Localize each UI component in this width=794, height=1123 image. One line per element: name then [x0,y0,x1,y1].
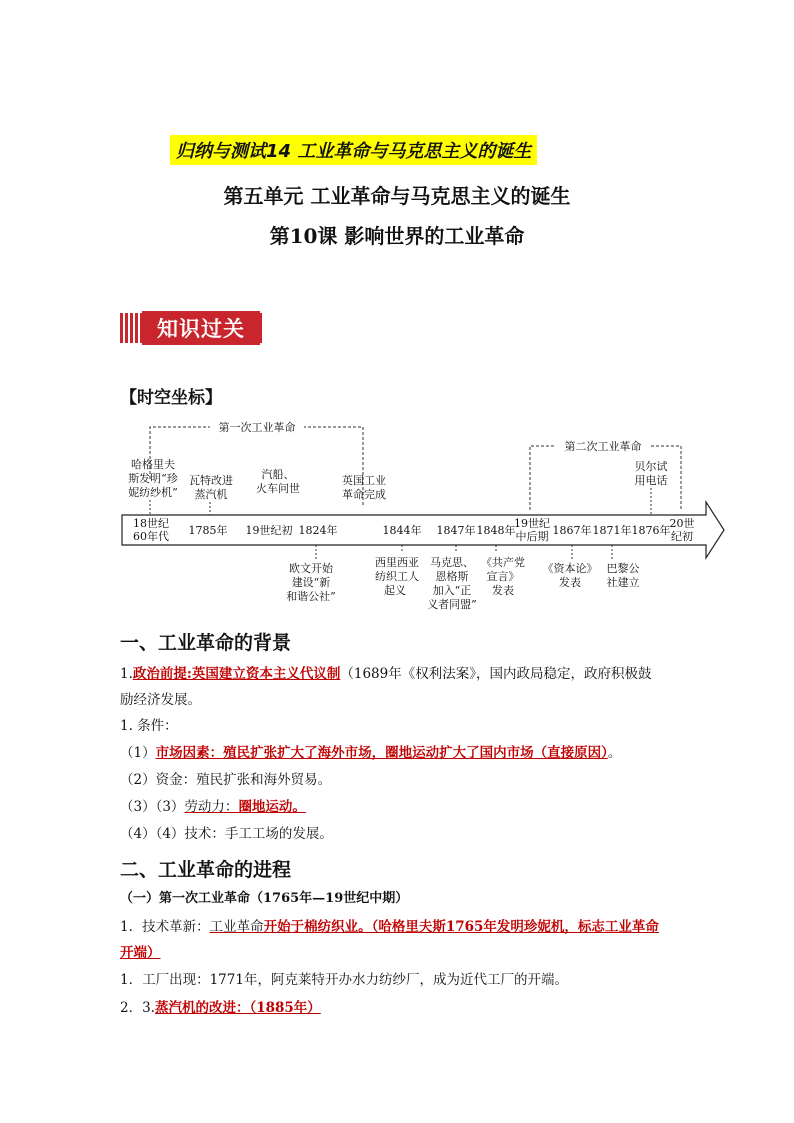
event-owen-1: 欧文开始 [289,562,333,575]
l3-prefix: （1） [120,745,156,761]
year-1848: 1848年 [476,524,516,537]
year-1871: 1871年 [592,524,632,537]
l3-market-factor: 市场因素：殖民扩张扩大了海外市场，圈地运动扩大了国内市场（直接原因） [155,745,608,761]
event-marx-4: 义者同盟” [427,598,477,611]
event-owen-3: 和谐公社” [286,590,336,603]
l5-labor: 劳动力： [184,799,239,815]
section1-market [120,743,621,763]
knowledge-badge [120,311,262,345]
timeline-diagram [118,412,728,622]
t3-prefix: 2．3. [120,1000,155,1016]
event-uk-complete-1: 英国工业 [342,474,386,487]
year-20c-early-a: 20世 [669,517,695,530]
section2-factory: 1．工厂出现：1771年，阿克莱特开办水力纺纱厂，成为近代工厂的开端。 [120,972,568,988]
document-banner-title: 归纳与测试14 工业革命与马克思主义的诞生 [170,135,537,165]
event-bell-1: 贝尔试 [634,460,668,473]
section1-title: 一、工业革命的背景 [120,632,292,654]
section1-line1-cont: 励经济发展。 [120,692,201,708]
event-capital-2: 发表 [559,576,581,589]
event-steamship-1: 汽船、 [261,468,295,481]
section1-capital: （2）资金：殖民扩张和海外贸易。 [120,772,332,788]
event-silesia-1: 西里西亚 [375,556,419,569]
event-silesia-3: 起义 [384,584,406,597]
year-19c-late-a: 19世纪 [514,517,550,530]
section1-conditions: 1. 条件： [120,718,178,734]
section2-tech-innovation-cont: 开端） [120,945,161,961]
t1-industrial-revolution: 工业革命 [209,919,264,935]
event-watt-1: 瓦特改进 [189,474,233,487]
event-jenny-3: 妮纺纱机” [128,486,178,499]
event-commune-2: 社建立 [606,576,640,589]
t3-steam-engine: 蒸汽机的改进：（1885年） [154,1000,321,1016]
event-silesia-2: 纺织工人 [375,570,419,583]
section2-tech-innovation [120,917,690,937]
section2-title: 二、工业革命的进程 [120,859,292,881]
t1-cotton-start: 开始于棉纺织业。（哈格里夫斯1765年发明珍妮机，标志工业革命 [263,919,659,935]
t1-prefix: 1．技术革新： [120,919,210,935]
bracket-first-revolution [150,427,363,507]
l1-prefix: 1. [120,666,133,682]
year-18c60s-a: 18世纪 [133,517,169,530]
lesson-title: 第10课 影响世界的工业革命 [269,224,525,248]
event-manifesto-1: 《共产党 [481,556,525,569]
year-19c-early: 19世纪初 [245,524,293,537]
event-capital-1: 《资本论》 [542,562,598,575]
year-18c60s-b: 60年代 [133,530,169,543]
l5-enclosure: 圈地运动。 [238,799,306,815]
bracket-second-label: 第二次工业革命 [564,440,642,453]
badge-label: 知识过关 [142,311,260,345]
bracket-first-label: 第一次工业革命 [218,421,296,434]
event-manifesto-3: 发表 [492,584,514,597]
event-commune-1: 巴黎公 [606,562,640,575]
l3-end: 。 [607,745,622,761]
unit-title: 第五单元 工业革命与马克思主义的诞生 [223,184,571,208]
event-watt-2: 蒸汽机 [194,488,228,501]
event-bell-2: 用电话 [634,474,668,487]
event-marx-2: 恩格斯 [435,570,469,583]
section1-technology: （4）（4）技术：手工工场的发展。 [120,826,333,842]
timeline-heading: 【时空坐标】 [120,388,222,408]
event-marx-3: 加入“正 [432,584,472,597]
event-jenny-1: 哈格里夫 [131,458,175,471]
l1-political-premise: 政治前提:英国建立资本主义代议制 [132,666,341,682]
section2-first-revolution: （一）第一次工业革命（1765年—19世纪中期） [120,891,409,906]
year-1867: 1867年 [552,524,592,537]
section2-steam-engine [120,998,321,1018]
year-1847: 1847年 [436,524,476,537]
event-steamship-2: 火车问世 [256,482,300,495]
year-1876: 1876年 [631,524,671,537]
year-1824: 1824年 [298,524,338,537]
section1-labor [120,797,306,817]
event-jenny-2: 斯发明“珍 [128,472,178,485]
section1-line1 [120,664,680,684]
year-1844: 1844年 [382,524,422,537]
year-20c-early-b: 纪初 [671,530,693,543]
event-marx-1: 马克思、 [430,556,474,569]
year-19c-late-b: 中后期 [515,530,549,543]
event-uk-complete-2: 革命完成 [342,488,386,501]
l5-prefix: （3）（3） [120,799,185,815]
event-owen-2: 建设“新 [291,576,331,589]
event-manifesto-2: 宣言》 [486,570,520,583]
year-1785: 1785年 [188,524,228,537]
l1-rest: （1689年《权利法案》，国内政局稳定，政府积极鼓 [340,666,652,682]
